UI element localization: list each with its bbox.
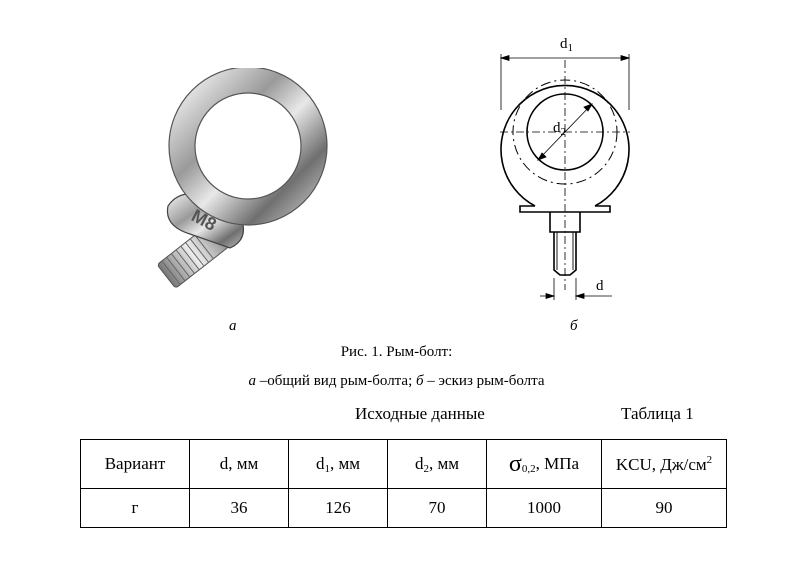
cell-kcu: 90 — [602, 489, 727, 528]
d2-label: $d_2$ — [553, 120, 566, 138]
header-d: d, мм — [190, 440, 289, 489]
figure-caption-line1: Рис. 1. Рым-болт: — [340, 344, 453, 360]
bolt-marking: M8 — [188, 205, 220, 235]
eye-bolt-sketch — [480, 20, 650, 310]
header-kcu: KCU, $Дж/см^2$ — [602, 440, 727, 489]
source-data-table — [80, 439, 727, 528]
header-variant: Вариант — [81, 440, 190, 489]
cell-d: 36 — [190, 489, 289, 528]
table-title: Исходные данные — [355, 404, 485, 423]
table-row — [81, 489, 727, 528]
cell-d1: 126 — [289, 489, 388, 528]
header-d2: $d_2$, мм — [388, 440, 487, 489]
header-sigma: $\sigma_{0,2}$, МПа — [487, 440, 602, 489]
eye-bolt-photo — [130, 68, 340, 298]
figure-caption-line2: а –общий вид рым-болта; б – эскиз рым-болта — [248, 373, 545, 389]
cell-variant: г — [81, 489, 190, 528]
cell-d2: 70 — [388, 489, 487, 528]
d1-label: $d_1$ — [560, 36, 573, 54]
d-label: d — [596, 278, 604, 294]
header-d1: $d_1$, мм — [289, 440, 388, 489]
cell-sigma: 1000 — [487, 489, 602, 528]
figure-label-b: б — [570, 318, 578, 334]
figure-label-a: а — [229, 318, 237, 334]
table-header-row — [81, 440, 727, 489]
table-number: Таблица 1 — [621, 404, 694, 423]
